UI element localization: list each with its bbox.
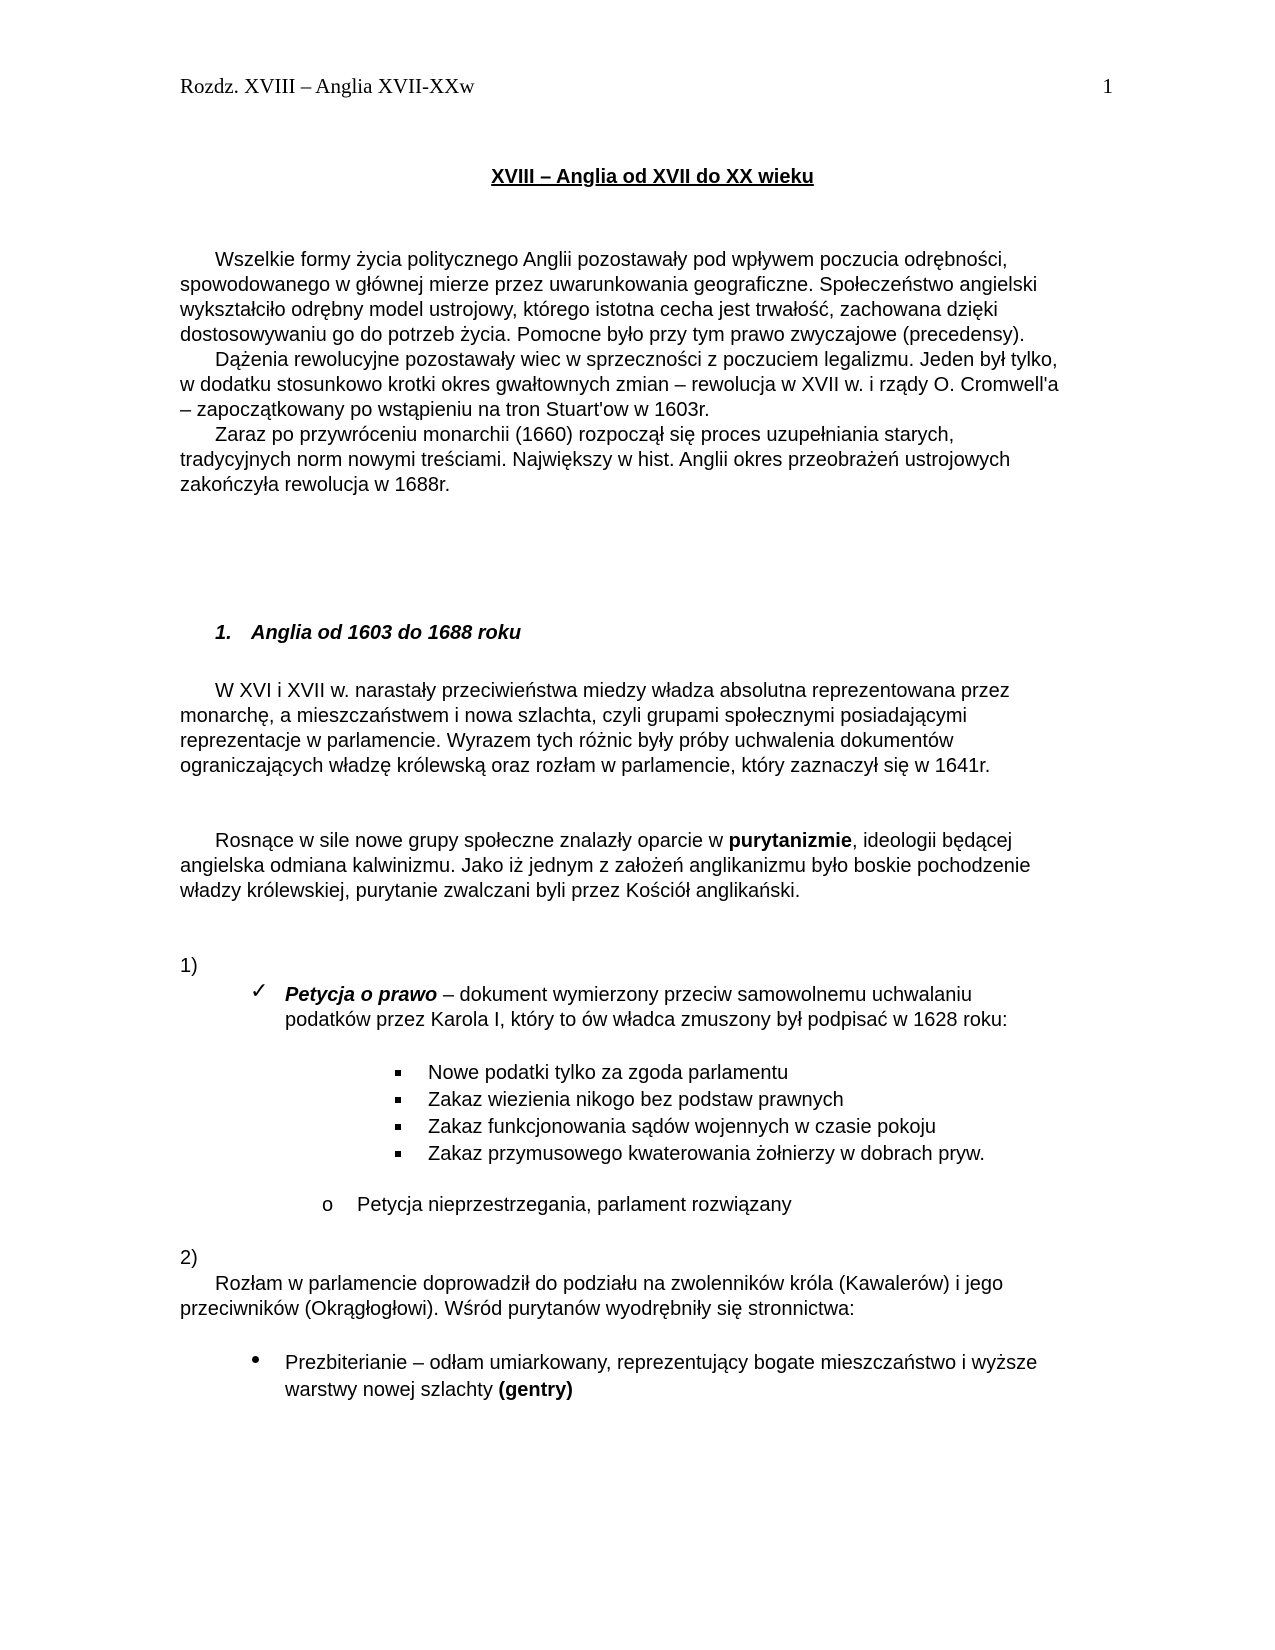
list-item: Nowe podatki tylko za zgoda parlamentu xyxy=(395,1060,995,1086)
circle-bullet-marker: o xyxy=(322,1194,334,1216)
petition-title: Petycja o prawo xyxy=(285,984,438,1006)
intro-section xyxy=(180,248,1060,498)
page-header xyxy=(180,74,1113,99)
section-number: 1. xyxy=(215,622,232,644)
header-chapter-title: Rozdz. XVIII – Anglia XVII-XXw xyxy=(180,74,475,98)
checkmark-icon: ✓ xyxy=(250,978,269,1003)
section-title: Anglia od 1603 do 1688 roku xyxy=(251,622,522,644)
intro-paragraph: Dążenia rewolucyjne pozostawały wiec w sprzeczności z poczuciem legalizmu. Jeden był tylko, w dodatku stosunkowo krotki okres gwałtownych zmian – rewolucja w XVII w. i rządy O. Cromwell'a – zapoczątkowany po wstąpieniu na tron Stuart'ow w 1603r. xyxy=(180,349,1059,421)
list-item: Zakaz wiezienia nikogo bez podstaw prawnych xyxy=(395,1087,995,1113)
section-paragraph xyxy=(180,829,1060,904)
section-heading xyxy=(215,622,521,645)
intro-paragraph: Wszelkie formy życia politycznego Anglii pozostawały pod wpływem poczucia odrębności, spowodowanego w głównej mierze przez uwarunkowania geograficzne. Społeczeństwo angielski wykształciło odrębny model ustrojowy, którego istotna cecha jest trwałość, zachowana dzięki dostosowywaniu go do potrzeb życia. Pomocne było przy tym prawo zwyczajowe (precedensy). xyxy=(180,249,1038,346)
bold-term: purytanizmie xyxy=(728,830,852,852)
document-title: XVIII – Anglia od XVII do XX wieku xyxy=(491,166,814,188)
section-paragraph xyxy=(180,679,1060,779)
paragraph-text: W XVI i XVII w. narastały przeciwieństwa miedzy władza absolutna reprezentowana przez monarchę, a mieszczaństwem i nowa szlachta, czyli grupami społecznymi posiadającymi reprezentacje w parlamencie. Wyrazem tych różnic były próby uchwalenia dokumentów ograniczających władzę królewską oraz rozłam w parlamencie, który zaznaczył się w 1641r. xyxy=(180,680,1010,777)
page-number: 1 xyxy=(1102,74,1113,98)
point-marker: 1) xyxy=(180,955,198,977)
petition-item xyxy=(285,983,1055,1033)
list-item: Zakaz przymusowego kwaterowania żołnierzy w dobrach pryw. xyxy=(395,1141,995,1167)
parliament-split-paragraph: Rozłam w parlamencie doprowadził do podziału na zwolenników króla (Kawalerów) i jego przeciwników (Okrągłogłowi). Wśród purytanów wyodrębniły się stronnictwa: xyxy=(180,1273,1004,1320)
petition-provisions-list xyxy=(395,1060,995,1168)
list-item: Prezbiterianie – odłam umiarkowany, reprezentujący bogate mieszczaństwo i wyższe warstwy nowej szlachty (gentry) xyxy=(285,1352,1038,1401)
bold-term: (gentry) xyxy=(498,1379,573,1401)
point-marker: 2) xyxy=(180,1247,198,1269)
petition-description: – dokument wymierzony przeciw samowolnemu uchwalaniu podatków przez Karola I, który to ów władca zmuszony był podpisać w 1628 roku: xyxy=(285,984,1008,1031)
sub-list-item: o Petycja nieprzestrzegania, parlament rozwiązany xyxy=(322,1194,792,1216)
paragraph-text: Rosnące w sile nowe grupy społeczne znalazły oparcie w purytanizmie, ideologii będącej angielska odmiana kalwinizmu. Jako iż jednym z założeń anglikanizmu było boskie pochodzenie władzy królewskiej, purytanie zwalczani byli przez Kościół anglikański. xyxy=(180,830,1031,902)
intro-paragraph: Zaraz po przywróceniu monarchii (1660) rozpoczął się proces uzupełniania starych, tradycyjnych norm nowymi treściami. Największy w hist. Anglii okres przeobrażeń ustrojowych zakończyła rewolucja w 1688r. xyxy=(180,424,1011,496)
bullet-icon xyxy=(252,1356,259,1363)
list-item: Zakaz funkcjonowania sądów wojennych w czasie pokoju xyxy=(395,1114,995,1140)
